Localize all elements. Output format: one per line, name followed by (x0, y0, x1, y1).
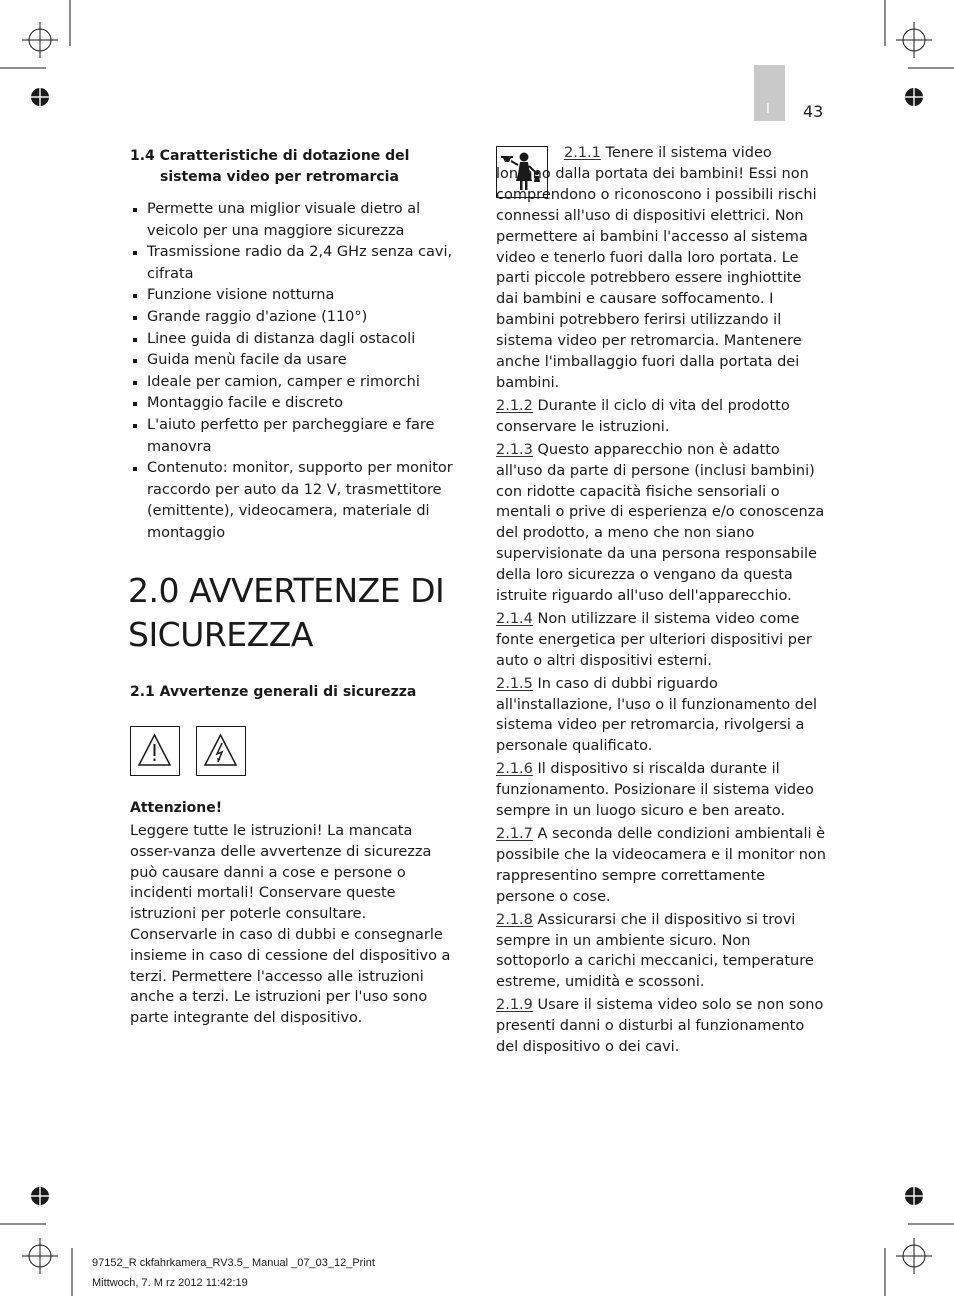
item-number: 2.1.9 (496, 997, 533, 1014)
item-text: Usare il sistema video solo se non sono presenti danni o disturbi al funzionamento del dispositivo o dei cavi. (496, 997, 824, 1056)
item-text: Il dispositivo si riscalda durante il funzionamento. Posizionare il sistema video sempre in un luogo sicuro e ben areato. (496, 761, 814, 820)
safety-item (496, 143, 828, 394)
list-item: Ideale per camion, camper e rimorchi (130, 372, 460, 394)
safety-item (496, 609, 828, 672)
warning-exclamation-icon (130, 726, 180, 776)
list-item: Trasmissione radio da 2,4 GHz senza cavi, cifrata (130, 242, 460, 285)
safety-item (496, 440, 828, 607)
language-tab-letter: I (766, 102, 770, 117)
item-text: Questo apparecchio non è adatto all'uso da parte di persone (inclusi bambini) con ridotte capacità fisiche sensoriali o mentali o prive di esperienza e/o conoscenza del prodotto, a meno che non siano supervisionate da una persona responsabile della loro sicurezza o vengano da questa istruite riguardo all'uso dell'apparecchio. (496, 441, 825, 605)
feature-list (130, 199, 460, 545)
section-1-4-heading (130, 146, 450, 188)
safety-item (496, 759, 828, 822)
item-text: A seconda delle condizioni ambientali è possibile che la videocamera e il monitor non rappresentino sempre correttamente persone o cose. (496, 826, 826, 905)
safety-item (496, 396, 828, 438)
item-text: Tenere il sistema video lontano dalla portata dei bambini! Essi non comprendono o riconoscono i possibili rischi connessi all'uso di dispositivi elettrici. Non permettere ai bambini l'accesso al sistema video e tenerlo fuori dalla loro portata. Le parti piccole potrebbero essere inghiottite dai bambini e causare soffocamento. I bambini potrebbero ferirsi utilizzando il sistema video per retromarcia. Mantenere anche l'imballaggio fuori dalla portata dei bambini. (496, 145, 817, 391)
item-text: Assicurarsi che il dispositivo si trovi sempre in un ambiente sicuro. Non sottoporlo a carichi meccanici, temperature estreme, umidità e scossoni. (496, 911, 814, 991)
safety-item (496, 824, 828, 908)
list-item: Guida menù facile da usare (130, 350, 460, 372)
list-item: Montaggio facile e discreto (130, 393, 460, 415)
print-slug-line1: 97152_R ckfahrkamera_RV3.5_ Manual _07_03_12_Print (92, 1257, 375, 1269)
list-item: Funzione visione notturna (130, 285, 460, 307)
item-number: 2.1.6 (496, 761, 533, 778)
page-number: 43 (803, 102, 824, 121)
section-2-0-heading (128, 569, 444, 657)
item-number: 2.1.5 (496, 675, 533, 692)
safety-item (496, 910, 828, 994)
item-number: 2.1.3 (496, 441, 533, 458)
electric-hazard-icon (196, 726, 246, 776)
list-item: Grande raggio d'azione (110°) (130, 307, 460, 329)
attention-text: Leggere tutte le istruzioni! La mancata osser-vanza delle avvertenze di sicurezza può causare danni a cose e persone o incidenti mortali! Conservare queste istruzioni per poterle consultare. Conservarle in caso di dubbi e consegnarle insieme in caso di cessione del dispositivo a terzi. Permettere l'accesso alle istruzioni anche a terzi. Le istruzioni per l'uso sono parte integrante del dispositivo. (130, 823, 451, 1027)
list-item: L'aiuto perfetto per parcheggiare e fare manovra (130, 415, 460, 458)
list-item: Permette una miglior visuale dietro al veicolo per una maggiore sicurezza (130, 199, 460, 242)
item-number: 2.1.1 (564, 145, 601, 161)
safety-item (496, 674, 828, 758)
section-2-0-title-line2: SICUREZZA (128, 615, 313, 654)
section-2-0-title-line1: 2.0 AVVERTENZE DI (128, 571, 445, 610)
item-number: 2.1.2 (496, 397, 533, 414)
print-slug-line2: Mittwoch, 7. M rz 2012 11:42:19 (92, 1277, 248, 1289)
safety-items (496, 143, 828, 1060)
item-number: 2.1.8 (496, 911, 533, 928)
item-text: In caso di dubbi riguardo all'installazione, l'uso o il funzionamento del sistema video per retromarcia, rivolgersi a personale qualificato. (496, 675, 818, 755)
list-item: Linee guida di distanza dagli ostacoli (130, 329, 460, 351)
item-number: 2.1.7 (496, 826, 533, 842)
item-number: 2.1.4 (496, 610, 533, 627)
section-1-4-title-line1: 1.4 Caratteristiche di dotazione del (130, 148, 410, 164)
item-text: Durante il ciclo di vita del prodotto conservare le istruzioni. (496, 397, 790, 435)
section-2-1-heading: 2.1 Avvertenze generali di sicurezza (130, 684, 417, 700)
list-item: Contenuto: monitor, supporto per monitor raccordo per auto da 12 V, trasmettitore (emittente), videocamera, materiale di montaggio (130, 458, 460, 544)
section-1-4-title-line2: sistema video per retromarcia (160, 169, 399, 185)
item-text: Non utilizzare il sistema video come fonte energetica per ulteriori dispositivi per auto o altri dispositivi esterni. (496, 610, 812, 669)
attention-title: Attenzione! (130, 800, 223, 816)
safety-item (496, 995, 828, 1058)
